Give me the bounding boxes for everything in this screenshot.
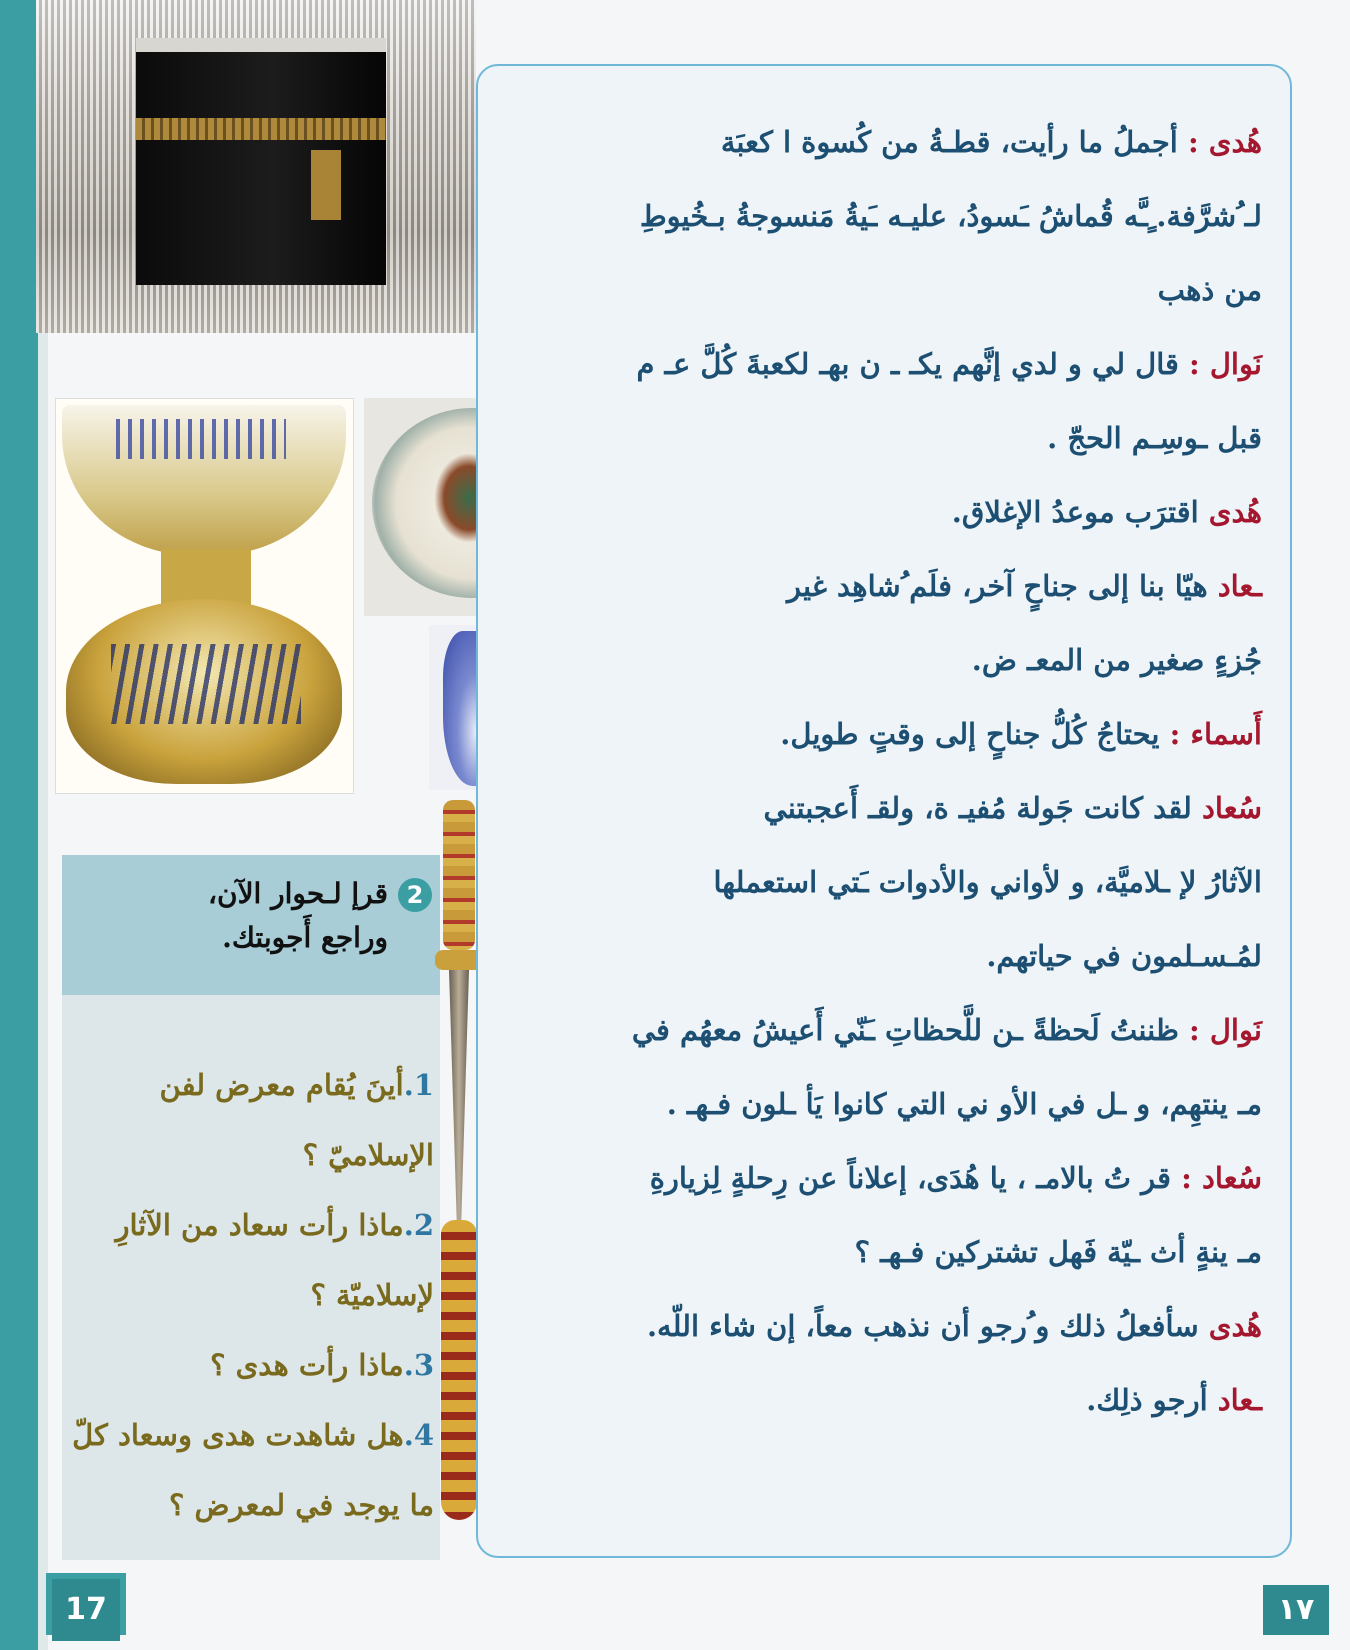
dialogue-line: لـ ُشرَّفة. ٍـَّه قُماشُ ـَسودُ، عليـه ـَيةُ مَنسوجةُ بـخُيوطِ	[639, 199, 1262, 233]
speaker-name: ـعاد	[1217, 1383, 1262, 1417]
speaker-name: هُدى :	[1187, 125, 1262, 159]
dialogue-line: أَسماء : يحتاجُ كُلُّ جناحٍ إلى وقتٍ طويل.	[780, 717, 1262, 751]
kaaba-photo	[36, 0, 476, 333]
activity-title: قرإ لـحوار الآن، وراجع أَجوبتك.	[207, 877, 388, 954]
dialogue-line: ـعاد هيّا بنا إلى جناحٍ آخر، فلَم ُشاهِد غير	[787, 569, 1262, 603]
dialogue-text	[496, 105, 1262, 1437]
dialogue-line: هُدى : أجملُ ما رأيت، قطـةُ من كُسوة ا كعبَة	[720, 125, 1262, 159]
speaker-name: نَوال :	[1189, 347, 1262, 381]
dialogue-line: نَوال : قال لي و لدي إنَّهم يكـ ـ ن بهـ لكعبةَ كُلَّ عـ م	[636, 347, 1262, 381]
page-number-left: 17	[46, 1573, 126, 1635]
questions-list	[62, 1050, 434, 1540]
question-item: 4.هل شاهدت هدى وسعاد كلّ ما يوجد في لمعرض ؟	[72, 1418, 434, 1522]
mosque-lamp-photo	[55, 398, 354, 794]
dialogue-line: مـ ينةٍ أث ـيّة فَهل تشتركين فـهـ ؟	[854, 1235, 1262, 1269]
dialogue-line: نَوال : ظننتُ لَحظةً ـن للَّحظاتِ ـَنّي أَعيشُ معهُم في	[631, 1013, 1262, 1047]
left-margin-bar	[0, 0, 38, 1650]
speaker-name: هُدى	[1208, 495, 1262, 529]
question-item: 1.أينَ يُقام معرض لفن الإسلاميّ ؟	[159, 1068, 434, 1172]
dialogue-line: لمُـسـلمون في حياتهم.	[986, 939, 1262, 973]
question-item: 3.ماذا رأت هدى ؟	[210, 1348, 434, 1382]
page-number-right: ١٧	[1263, 1585, 1329, 1635]
speaker-name: نَوال :	[1189, 1013, 1262, 1047]
speaker-name: سُعاد :	[1181, 1161, 1262, 1195]
dialogue-line: من ذهب	[1157, 273, 1262, 307]
speaker-name: سُعاد	[1201, 791, 1262, 825]
speaker-name: هُدى	[1208, 1309, 1262, 1343]
speaker-name: أَسماء :	[1169, 717, 1262, 751]
dialogue-line: ـعاد أرجو ذلِك.	[1086, 1383, 1262, 1417]
dialogue-line: جُزءٍ صغير من المعـ ض.	[971, 643, 1262, 677]
dialogue-line: مـ ينتهِم، و ـل في الأو ني التي كانوا يَأ ـلون فـهـ .	[666, 1087, 1262, 1121]
activity-number-badge: 2	[398, 878, 432, 912]
dialogue-line: سُعاد : قر تُ بالامـ ، يا هُدَى، إعلاناً عن رِحلةٍ لِزيارةِ	[649, 1161, 1262, 1195]
dialogue-line: الآثارُ لإ ـلاميَّة، و لأواني والأدوات ـَتي استعملها	[713, 865, 1262, 899]
dialogue-line: سُعاد لقد كانت جَولة مُفيـ ة، ولقـ أَعجبتني	[763, 791, 1262, 825]
dialogue-line: قبل ـوسِـم الحجّ .	[1047, 421, 1262, 455]
question-item: 2.ماذا رأت سعاد من الآثارِ لإسلاميّة ؟	[115, 1208, 434, 1312]
dialogue-line: هُدى اقترَب موعدُ الإغلاق.	[951, 495, 1262, 529]
dialogue-line: هُدى سأفعلُ ذلك و ُرجو أن نذهب معاً، إن شاء اللّه.	[646, 1309, 1262, 1343]
speaker-name: ـعاد	[1217, 569, 1262, 603]
